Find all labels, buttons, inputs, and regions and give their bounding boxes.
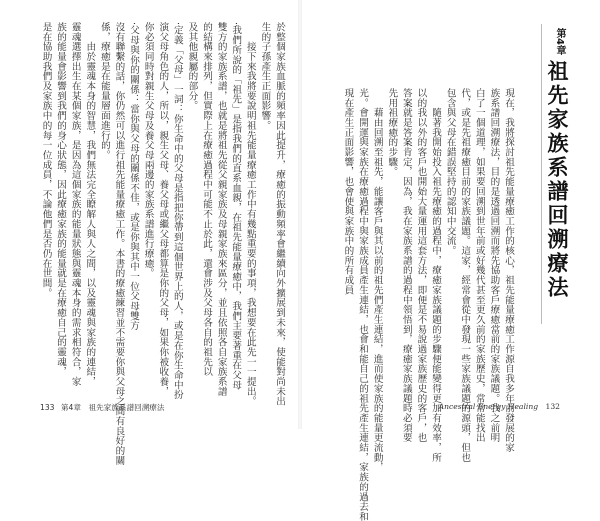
right-page-number: 132 <box>545 402 560 411</box>
left-page-number: 133 <box>40 403 55 412</box>
left-running-head: 第4章 祖先家族系譜回溯療法 <box>60 403 165 412</box>
right-running-head: Ancestral Energy Healing <box>438 402 539 411</box>
left-page-body-text: 於整個家族血脈的頻率因此提升，療癒的振動頻率會繼續向外擴展到未來，使能對尚未出 生的子孫產生正面影響。 接下來我將要說明祖先能量療癒工作中有幾點重要的事項，我想要在此先一一提出。 ‧我們所說的「祖先」是指我們的直系血親，在祖先能量療癒中，我們主要著重在父母 雙方的家族系譜，也就是將祖先從父親家族及母親家族來區分，並且依照各自家族系譜 的結構來排列，但實際上在療癒過程中可能不止於此，還會涉及父母各自的祖先以 及其他親屬的部分。 ‧定義「父母」一詞：你生命中的父母是指把你帶到這個世界上的人，或是在你生命中扮 演父母角色的人，所以，親生父母、養父母或繼父母都算是你的父母，如果你被收養， 你必須同時對親生父母及養父母兩邊的家族系譜進行療癒。 ‧父母與你的關係：當你與父母的關係不佳，或是你與其中一位父母雙方 沒有聯繫的話，你仍然可以進行祖先能量療癒工作。本書的療癒練習並不需要你與父母之間有良好的關 係，療癒是在能量層面進行的。 由於靈魂本身的智慧，我們無法完全瞭解人與人之間，以及靈魂與家族的連結， 靈魂選擇出生在某個家族，是因為這個家族的能量狀態與靈魂本身的需求相符合，家 族的能量會影響到我們的身心狀態，因此療癒家族的能量就是在療癒自己的靈魂， 是在協助我們及家族中的每一位成員，不論他們是否仍在世間。 <box>40 22 285 466</box>
right-page <box>302 0 600 521</box>
right-page-footer <box>439 402 560 411</box>
chapter-label: 第4章 <box>554 28 565 55</box>
left-page-footer <box>40 402 164 413</box>
chapter-title: 祖先家族系譜回溯療法 <box>545 60 569 300</box>
right-page-body-text: 現在，我將探討祖先能量療癒工作的核心，祖先能量療癒工作源自我多年前發展的家 族系譜回溯療法，目的是透過回溯而將先協助客戶療癒當前的家族議題。我之前明 白了一個道理，如果要回溯到世年前或好幾代甚至更久前的家族歷史，常常能找出 代，或是先祖療癒目前的家族議題。這家，經常會從中發現一些家族議題的源頭，但也 包含與父母在錯誤堅持的認知中交流。 隨著我開始投入祖先療癒的過程中，療癒家族議題的步驟便能變得更加有效率，所 以的我以外的客戶也開始大量運用這套方法，即便是不易說過家族歷史的客戶，也 答案就是答案肯定，因為，我在家族系譜的過程中領悟到，療癒家族議題時必須要 先用祖療癒的步驟。 藉由回溯至祖先，能讓客戶與其以前的祖先們產生連結，進而使家族的能量更流動， 光。會開運與家族在療癒過程中與家族成員產生連結，也會和能自己的祖先產生連結，家族的過去和 現在產生正面影響，也會使與家族中的所有成員 <box>342 88 514 521</box>
left-page <box>0 0 298 466</box>
